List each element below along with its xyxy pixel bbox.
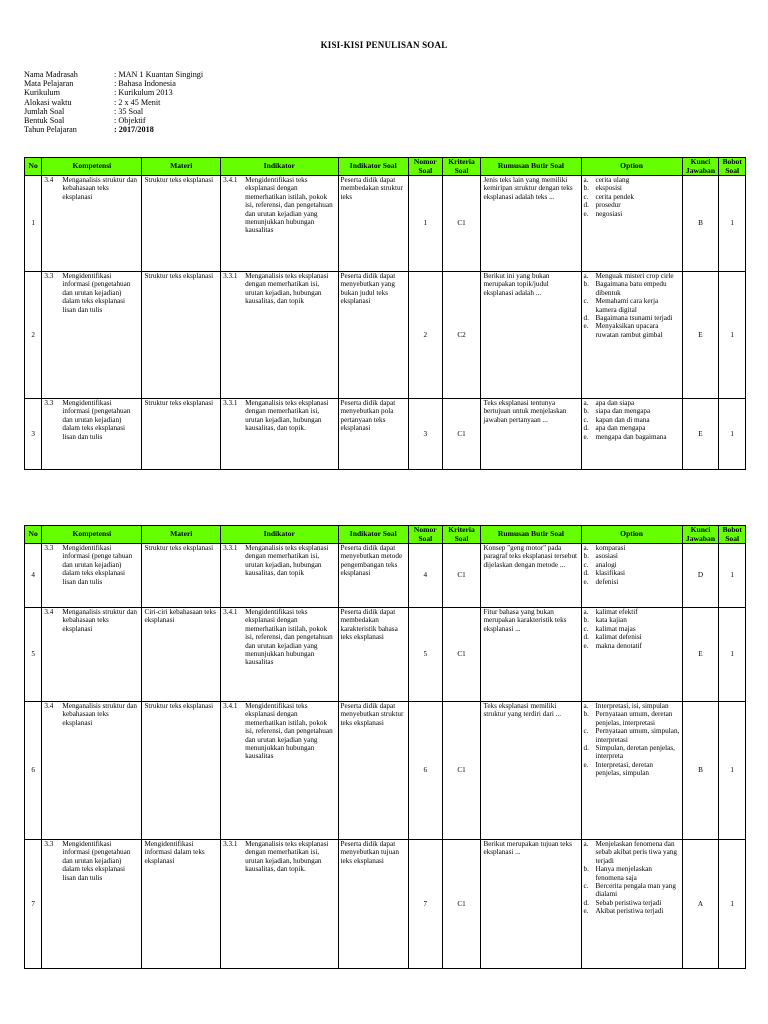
header-kunci-jawaban: Kunci Jawaban xyxy=(682,158,719,176)
header-kunci-jawaban: Kunci Jawaban xyxy=(682,526,719,544)
materi-cell: Struktur teks eksplanasi xyxy=(142,399,221,470)
option-item xyxy=(584,407,680,415)
option-letter: e. xyxy=(583,641,589,650)
option-letter: a. xyxy=(583,702,589,710)
materi-cell: Struktur teks eksplanasi xyxy=(142,702,221,840)
option-letter: e. xyxy=(583,907,589,916)
header-kompetensi: Kompetensi xyxy=(42,526,142,544)
meta-row xyxy=(24,88,203,97)
option-cell xyxy=(581,272,682,399)
header-kompetensi: Kompetensi xyxy=(42,158,142,176)
option-text: Menyaksikan upacara ruwatan rambut gimbal xyxy=(595,322,663,339)
nomor-soal-cell: 2 xyxy=(408,272,442,399)
option-letter: a. xyxy=(583,272,589,280)
option-text: Pernyataan umum, deretan penjelas, interpretasi xyxy=(595,710,673,727)
indikator-code: 3.3.1 xyxy=(223,399,238,407)
option-list xyxy=(584,608,680,650)
indikator-text: Menganalisis teks eksplanasi dengan memerhatikan isi, urutan kejadian, hubungan kausalitas, dan topik xyxy=(245,272,329,306)
option-text: makna denotatif xyxy=(595,641,643,650)
option-item xyxy=(584,727,680,744)
meta-row xyxy=(24,70,203,79)
meta-row xyxy=(24,98,203,107)
indikator-text: Menganalisis teks eksplanasi dengan memerhatikan isi, urutan kejadian, hubungan kausalitas, dan topik. xyxy=(245,399,329,433)
option-text: Pernyataan umum, simpulan, interpretasi xyxy=(595,727,680,744)
option-item xyxy=(584,616,680,624)
row-number: 1 xyxy=(25,176,42,272)
meta-value: : 2017/2018 xyxy=(114,125,154,135)
kompetensi-code: 3.4 xyxy=(44,608,54,616)
meta-row xyxy=(24,116,203,125)
option-letter: a. xyxy=(583,399,589,407)
kompetensi-cell xyxy=(42,272,142,399)
kriteria-soal-cell: C1 xyxy=(442,702,481,840)
kompetensi-cell xyxy=(42,608,142,702)
option-text: asosiasi xyxy=(595,552,618,561)
option-letter: c. xyxy=(583,560,589,569)
option-letter: d. xyxy=(583,424,589,433)
header-no: No xyxy=(25,526,42,544)
header-rumusan-butir-soal: Rumusan Butir Soal xyxy=(481,526,581,544)
header-bobot-soal: Bobot Soal xyxy=(719,526,746,544)
table-row xyxy=(25,608,746,702)
header-indikator: Indikator xyxy=(221,158,338,176)
header-option: Option xyxy=(581,158,682,176)
option-list xyxy=(584,544,680,586)
option-item xyxy=(584,907,680,915)
kompetensi-text: Menganalisis struktur dan kebahasaan teks eksplanasi xyxy=(62,702,138,727)
option-item xyxy=(584,544,680,552)
option-cell xyxy=(581,176,682,272)
option-text: Interpretasi, isi, simpulan xyxy=(595,702,669,710)
indikator-cell xyxy=(221,399,338,470)
table-row xyxy=(25,176,746,272)
kompetensi-code: 3.3 xyxy=(44,272,54,280)
option-letter: b. xyxy=(583,184,589,193)
option-text: defenisi xyxy=(595,577,619,586)
kompetensi-cell xyxy=(42,702,142,840)
indikator-text: Mengidentifikasi teks eksplanasi dengan memerhatikan istilah, pokok isi, referensi, dan pengetahuan dan urutan kejadian yang menunjukkan hubungan kausalitas xyxy=(245,176,333,235)
bobot-soal-cell: 1 xyxy=(719,608,746,702)
indikator-cell xyxy=(221,272,338,399)
kompetensi-text: Mengidentifikasi informasi (pengetahuan dan urutan kejadian) dalam teks eksplanasi lisan dan tulis xyxy=(62,272,131,314)
row-number: 6 xyxy=(25,702,42,840)
option-letter: d. xyxy=(583,898,589,907)
indikator-cell xyxy=(221,702,338,840)
option-text: klasifikasi xyxy=(595,569,626,578)
indikator-code: 3.4.1 xyxy=(223,176,238,184)
kompetensi-code: 3.3 xyxy=(44,840,54,848)
option-letter: a. xyxy=(583,176,589,184)
option-item xyxy=(584,702,680,710)
table-row xyxy=(25,272,746,399)
kisi-table-2 xyxy=(24,525,746,969)
meta-value: : Kurikulum 2013 xyxy=(114,88,173,98)
kompetensi-code: 3.4 xyxy=(44,176,54,184)
indikator-cell xyxy=(221,176,338,272)
kompetensi-code: 3.4 xyxy=(44,702,54,710)
kunci-jawaban-cell: B xyxy=(682,176,719,272)
meta-key: Alokasi waktu xyxy=(24,97,72,107)
option-item xyxy=(584,569,680,577)
option-letter: d. xyxy=(583,201,589,210)
option-text: kalimat efektif xyxy=(595,608,638,616)
kriteria-soal-cell: C2 xyxy=(442,272,481,399)
option-text: cerita ulang xyxy=(595,176,630,184)
indikator-cell xyxy=(221,840,338,969)
option-text: Hanya menjelaskan fenomena saja xyxy=(595,865,652,882)
kompetensi-cell xyxy=(42,399,142,470)
option-letter: c. xyxy=(583,415,589,424)
option-item xyxy=(584,297,680,314)
indikator-soal-cell: Peserta didik dapat menyebutkan tujuan teks eksplanasi xyxy=(338,840,408,969)
meta-key: Mata Pelajaran xyxy=(24,79,74,89)
kompetensi-item xyxy=(44,399,139,441)
indikator-code: 3.3.1 xyxy=(223,272,238,280)
nomor-soal-cell: 3 xyxy=(408,399,442,470)
materi-cell: Struktur teks eksplanasi xyxy=(142,176,221,272)
header-materi: Materi xyxy=(142,526,221,544)
row-number: 3 xyxy=(25,399,42,470)
nomor-soal-cell: 7 xyxy=(408,840,442,969)
option-cell xyxy=(581,702,682,840)
option-text: Akibat peristiwa terjadi xyxy=(595,907,664,916)
option-item xyxy=(584,176,680,184)
table-row xyxy=(25,702,746,840)
indikator-code: 3.3.1 xyxy=(223,544,238,552)
option-text: eksposisi xyxy=(595,184,622,193)
header-indikator: Indikator xyxy=(221,526,338,544)
option-item xyxy=(584,642,680,650)
kompetensi-item xyxy=(44,176,139,201)
header-kriteria-soal: Kriteria Soal xyxy=(442,526,481,544)
meta-value: : Objektif xyxy=(114,116,146,126)
indikator-soal-cell: Peserta didik dapat membedakan struktur teks xyxy=(338,176,408,272)
option-text: Menguak misteri crop cirle xyxy=(595,272,674,280)
header-nomor-soal: Nomor Soal xyxy=(408,158,442,176)
header-materi: Materi xyxy=(142,158,221,176)
kriteria-soal-cell: C1 xyxy=(442,399,481,470)
rumusan-cell: Fitur bahasa yang bukan merupakan karakteristik teks eksplanasi ... xyxy=(481,608,581,702)
option-cell xyxy=(581,608,682,702)
option-letter: b. xyxy=(583,865,589,874)
kisi-table-1 xyxy=(24,157,746,470)
option-item xyxy=(584,280,680,297)
nomor-soal-cell: 1 xyxy=(408,176,442,272)
kunci-jawaban-cell: D xyxy=(682,544,719,608)
option-letter: d. xyxy=(583,314,589,323)
option-text: Interpretasi, deretan penjelas, simpulan xyxy=(595,760,653,778)
option-item xyxy=(584,210,680,218)
option-letter: b. xyxy=(583,552,589,561)
meta-key: Nama Madrasah xyxy=(24,70,78,79)
meta-key: Tahun Pelajaran xyxy=(24,125,77,135)
option-list xyxy=(584,399,680,441)
meta-value: : 2 x 45 Menit xyxy=(114,97,161,107)
kompetensi-code: 3.3 xyxy=(44,399,54,407)
indikator-code: 3.3.1 xyxy=(223,840,238,848)
header-rumusan-butir-soal: Rumusan Butir Soal xyxy=(481,158,581,176)
bobot-soal-cell: 1 xyxy=(719,272,746,399)
kompetensi-text: Menganalisis struktur dan kebahasaan teks eksplanasi xyxy=(62,176,138,201)
document-meta xyxy=(24,70,203,134)
option-cell xyxy=(581,840,682,969)
option-item xyxy=(584,552,680,560)
header-no: No xyxy=(25,158,42,176)
option-list xyxy=(584,702,680,778)
option-letter: c. xyxy=(583,624,589,633)
option-letter: b. xyxy=(583,280,589,289)
option-text: Bagaimana tsunami terjadi xyxy=(595,314,673,323)
option-text: negosiasi xyxy=(595,209,623,218)
option-letter: e. xyxy=(583,577,589,586)
kunci-jawaban-cell: E xyxy=(682,608,719,702)
option-item xyxy=(584,314,680,322)
option-text: Bercerita pengala man yang dialami xyxy=(595,882,676,899)
option-letter: e. xyxy=(583,432,589,441)
kunci-jawaban-cell: E xyxy=(682,399,719,470)
meta-value: : MAN 1 Kuantan Singingi xyxy=(114,70,204,79)
option-letter: e. xyxy=(583,760,589,769)
indikator-item xyxy=(223,608,335,667)
table-row xyxy=(25,399,746,470)
option-letter: b. xyxy=(583,710,589,719)
indikator-text: Mengidentifikasi teks eksplanasi dengan memerhatikan istilah, pokok isi, referensi, dan pengetahuan dan urutan kejadian yang menunjukkan hubungan kausalitas xyxy=(245,608,333,667)
option-letter: c. xyxy=(583,192,589,201)
kompetensi-text: Menganalisis struktur dan kebahasaan teks eksplanasi xyxy=(62,608,138,633)
row-number: 4 xyxy=(25,544,42,608)
indikator-soal-cell: Peserta didik dapat menyebutkan yang bukan judul teks eksplanasi xyxy=(338,272,408,399)
materi-cell: Mengidentifikasi informasi dalam teks eksplanasi xyxy=(142,840,221,969)
kompetensi-item xyxy=(44,544,139,586)
option-text: kapan dan di mana xyxy=(595,415,650,424)
indikator-code: 3.4.1 xyxy=(223,702,238,710)
kompetensi-text: Mengidentifikasi informasi (pengetahuan dan urutan kejadian) dalam teks eksplanasi lisan dan tulis xyxy=(62,840,131,882)
row-number: 5 xyxy=(25,608,42,702)
rumusan-cell: Teks eksplanasi memiliki struktur yang terdiri dari ... xyxy=(481,702,581,840)
header-bobot-soal: Bobot Soal xyxy=(719,158,746,176)
option-item xyxy=(584,882,680,899)
option-letter: e. xyxy=(583,209,589,218)
option-item xyxy=(584,761,680,778)
kompetensi-item xyxy=(44,608,139,633)
option-item xyxy=(584,608,680,616)
bobot-soal-cell: 1 xyxy=(719,702,746,840)
bobot-soal-cell: 1 xyxy=(719,840,746,969)
option-letter: d. xyxy=(583,633,589,642)
option-list xyxy=(584,176,680,218)
header-kriteria-soal: Kriteria Soal xyxy=(442,158,481,176)
kompetensi-cell xyxy=(42,840,142,969)
option-text: Sebab peristiwa terjadi xyxy=(595,898,662,907)
option-item xyxy=(584,633,680,641)
kunci-jawaban-cell: B xyxy=(682,702,719,840)
indikator-text: Menganalisis teks eksplanasi dengan memerhatikan isi, urutan kejadian, hubungan kausalitas, dan topik. xyxy=(245,840,329,874)
option-item xyxy=(584,710,680,727)
indikator-cell xyxy=(221,608,338,702)
rumusan-cell: Teks eksplanasi tentunya bertujuan untuk menjelaskan jawaban pertanyaan ... xyxy=(481,399,581,470)
kriteria-soal-cell: C1 xyxy=(442,176,481,272)
kompetensi-text: Mengidentifikasi informasi (penge tahuan dan urutan kejadian) dalam teks eksplanasi lisan dan tulis xyxy=(62,544,133,586)
option-letter: b. xyxy=(583,616,589,625)
option-text: cerita pendek xyxy=(595,192,635,201)
bobot-soal-cell: 1 xyxy=(719,544,746,608)
option-cell xyxy=(581,399,682,470)
nomor-soal-cell: 4 xyxy=(408,544,442,608)
indikator-item xyxy=(223,176,335,235)
bobot-soal-cell: 1 xyxy=(719,176,746,272)
document-title: KISI-KISI PENULISAN SOAL xyxy=(320,40,448,50)
option-letter: c. xyxy=(583,882,589,891)
materi-cell: Ciri-ciri kebahasaan teks eksplanasi xyxy=(142,608,221,702)
option-item xyxy=(584,399,680,407)
header-indikator-soal: Indikator Soal xyxy=(338,158,408,176)
kompetensi-code: 3.3 xyxy=(44,544,54,552)
indikator-soal-cell: Peserta didik dapat membedakan karakteristik bahasa teks eksplanasi xyxy=(338,608,408,702)
option-item xyxy=(584,840,680,865)
kunci-jawaban-cell: E xyxy=(682,272,719,399)
indikator-text: Mengidentifikasi teks eksplanasi dengan memerhatikan istilah, pokok isi, referensi, dan pengetahuan dan urutan kejadian yang menunjukkan hubungan kausalitas xyxy=(245,702,333,761)
indikator-item xyxy=(223,272,335,306)
option-text: Menjelaskan fenomena dan sebab akibat peris tiwa yang terjadi xyxy=(595,840,677,865)
meta-key: Kurikulum xyxy=(24,88,60,98)
option-text: mengapa dan bagaimana xyxy=(595,432,667,441)
option-letter: b. xyxy=(583,407,589,416)
header-nomor-soal: Nomor Soal xyxy=(408,526,442,544)
option-letter: c. xyxy=(583,297,589,306)
option-letter: a. xyxy=(583,608,589,616)
option-item xyxy=(584,578,680,586)
option-list xyxy=(584,840,680,916)
option-text: analogi xyxy=(595,560,617,569)
option-list xyxy=(584,272,680,339)
kompetensi-cell xyxy=(42,176,142,272)
option-text: siapa dan mengapa xyxy=(595,407,651,416)
option-text: Memahami cara kerja kamera digital xyxy=(595,297,659,314)
meta-key: Jumlah Soal xyxy=(24,106,65,116)
option-text: komparasi xyxy=(595,544,626,552)
indikator-item xyxy=(223,702,335,761)
table-row xyxy=(25,544,746,608)
option-text: kalimat majas xyxy=(595,624,636,633)
indikator-item xyxy=(223,840,335,874)
option-item xyxy=(584,416,680,424)
indikator-soal-cell: Peserta didik dapat menyebutkan struktur teks eksplanasi xyxy=(338,702,408,840)
bobot-soal-cell: 1 xyxy=(719,399,746,470)
option-letter: e. xyxy=(583,322,589,331)
meta-key: Bentuk Soal xyxy=(24,116,65,126)
row-number: 7 xyxy=(25,840,42,969)
option-item xyxy=(584,424,680,432)
kriteria-soal-cell: C1 xyxy=(442,840,481,969)
kompetensi-text: Mengidentifikasi informasi (pengetahuan dan urutan kejadian) dalam teks eksplanasi lisan dan tulis xyxy=(62,399,131,441)
option-item xyxy=(584,865,680,882)
indikator-code: 3.4.1 xyxy=(223,608,238,616)
option-text: kata kajian xyxy=(595,616,627,625)
option-item xyxy=(584,625,680,633)
indikator-item xyxy=(223,399,335,433)
indikator-cell xyxy=(221,544,338,608)
indikator-soal-cell: Peserta didik dapat menyebutkan pola pertanyaan teks eksplanasi xyxy=(338,399,408,470)
materi-cell: Struktur teks eksplanasi xyxy=(142,544,221,608)
option-cell xyxy=(581,544,682,608)
option-item xyxy=(584,272,680,280)
kunci-jawaban-cell: A xyxy=(682,840,719,969)
option-item xyxy=(584,744,680,761)
option-item xyxy=(584,899,680,907)
option-item xyxy=(584,433,680,441)
kompetensi-cell xyxy=(42,544,142,608)
meta-row xyxy=(24,79,203,88)
option-text: Bagaimana batu empedu dibentuk xyxy=(595,280,667,297)
meta-value: : Bahasa Indonesia xyxy=(114,79,176,89)
option-text: Simpulan, deretan penjelas, interpreta xyxy=(595,744,675,761)
nomor-soal-cell: 5 xyxy=(408,608,442,702)
option-letter: a. xyxy=(583,840,589,848)
option-text: prosedur xyxy=(595,201,621,210)
row-number: 2 xyxy=(25,272,42,399)
nomor-soal-cell: 6 xyxy=(408,702,442,840)
rumusan-cell: Berikut ini yang bukan merupakan topik/judul eksplanasi adalah ... xyxy=(481,272,581,399)
option-letter: a. xyxy=(583,544,589,552)
indikator-item xyxy=(223,544,335,578)
indikator-soal-cell: Peserta didik dapat menyebutkan metode pengembangan teks eksplanasi xyxy=(338,544,408,608)
kriteria-soal-cell: C1 xyxy=(442,608,481,702)
option-item xyxy=(584,193,680,201)
meta-value: : 35 Soal xyxy=(114,106,144,116)
indikator-text: Menganalisis teks eksplanasi dengan memerhatikan isi, urutan kejadian, hubungan kausalitas, dan topik xyxy=(245,544,329,578)
table-row xyxy=(25,840,746,969)
kriteria-soal-cell: C1 xyxy=(442,544,481,608)
rumusan-cell: Berikut merupakan tujuan teks eksplanasi ... xyxy=(481,840,581,969)
option-item xyxy=(584,322,680,339)
option-item xyxy=(584,184,680,192)
option-item xyxy=(584,561,680,569)
rumusan-cell: Jenis teks lain yang memiliki kemiripan struktur dengan teks eksplanasi adalah teks ... xyxy=(481,176,581,272)
option-text: apa dan siapa xyxy=(595,399,635,407)
option-text: kalimat defenisi xyxy=(595,633,642,642)
materi-cell: Struktur teks eksplanasi xyxy=(142,272,221,399)
meta-row xyxy=(24,107,203,116)
kompetensi-item xyxy=(44,272,139,314)
header-option: Option xyxy=(581,526,682,544)
option-letter: d. xyxy=(583,744,589,753)
kompetensi-item xyxy=(44,702,139,727)
option-item xyxy=(584,201,680,209)
rumusan-cell: Konsep "geng motor" pada paragraf teks eksplanasi tersebut dijelaskan dengan metode ... xyxy=(481,544,581,608)
kompetensi-item xyxy=(44,840,139,882)
meta-row xyxy=(24,125,203,134)
header-indikator-soal: Indikator Soal xyxy=(338,526,408,544)
option-letter: c. xyxy=(583,727,589,736)
option-letter: d. xyxy=(583,569,589,578)
option-text: apa dan mengapa xyxy=(595,424,646,433)
